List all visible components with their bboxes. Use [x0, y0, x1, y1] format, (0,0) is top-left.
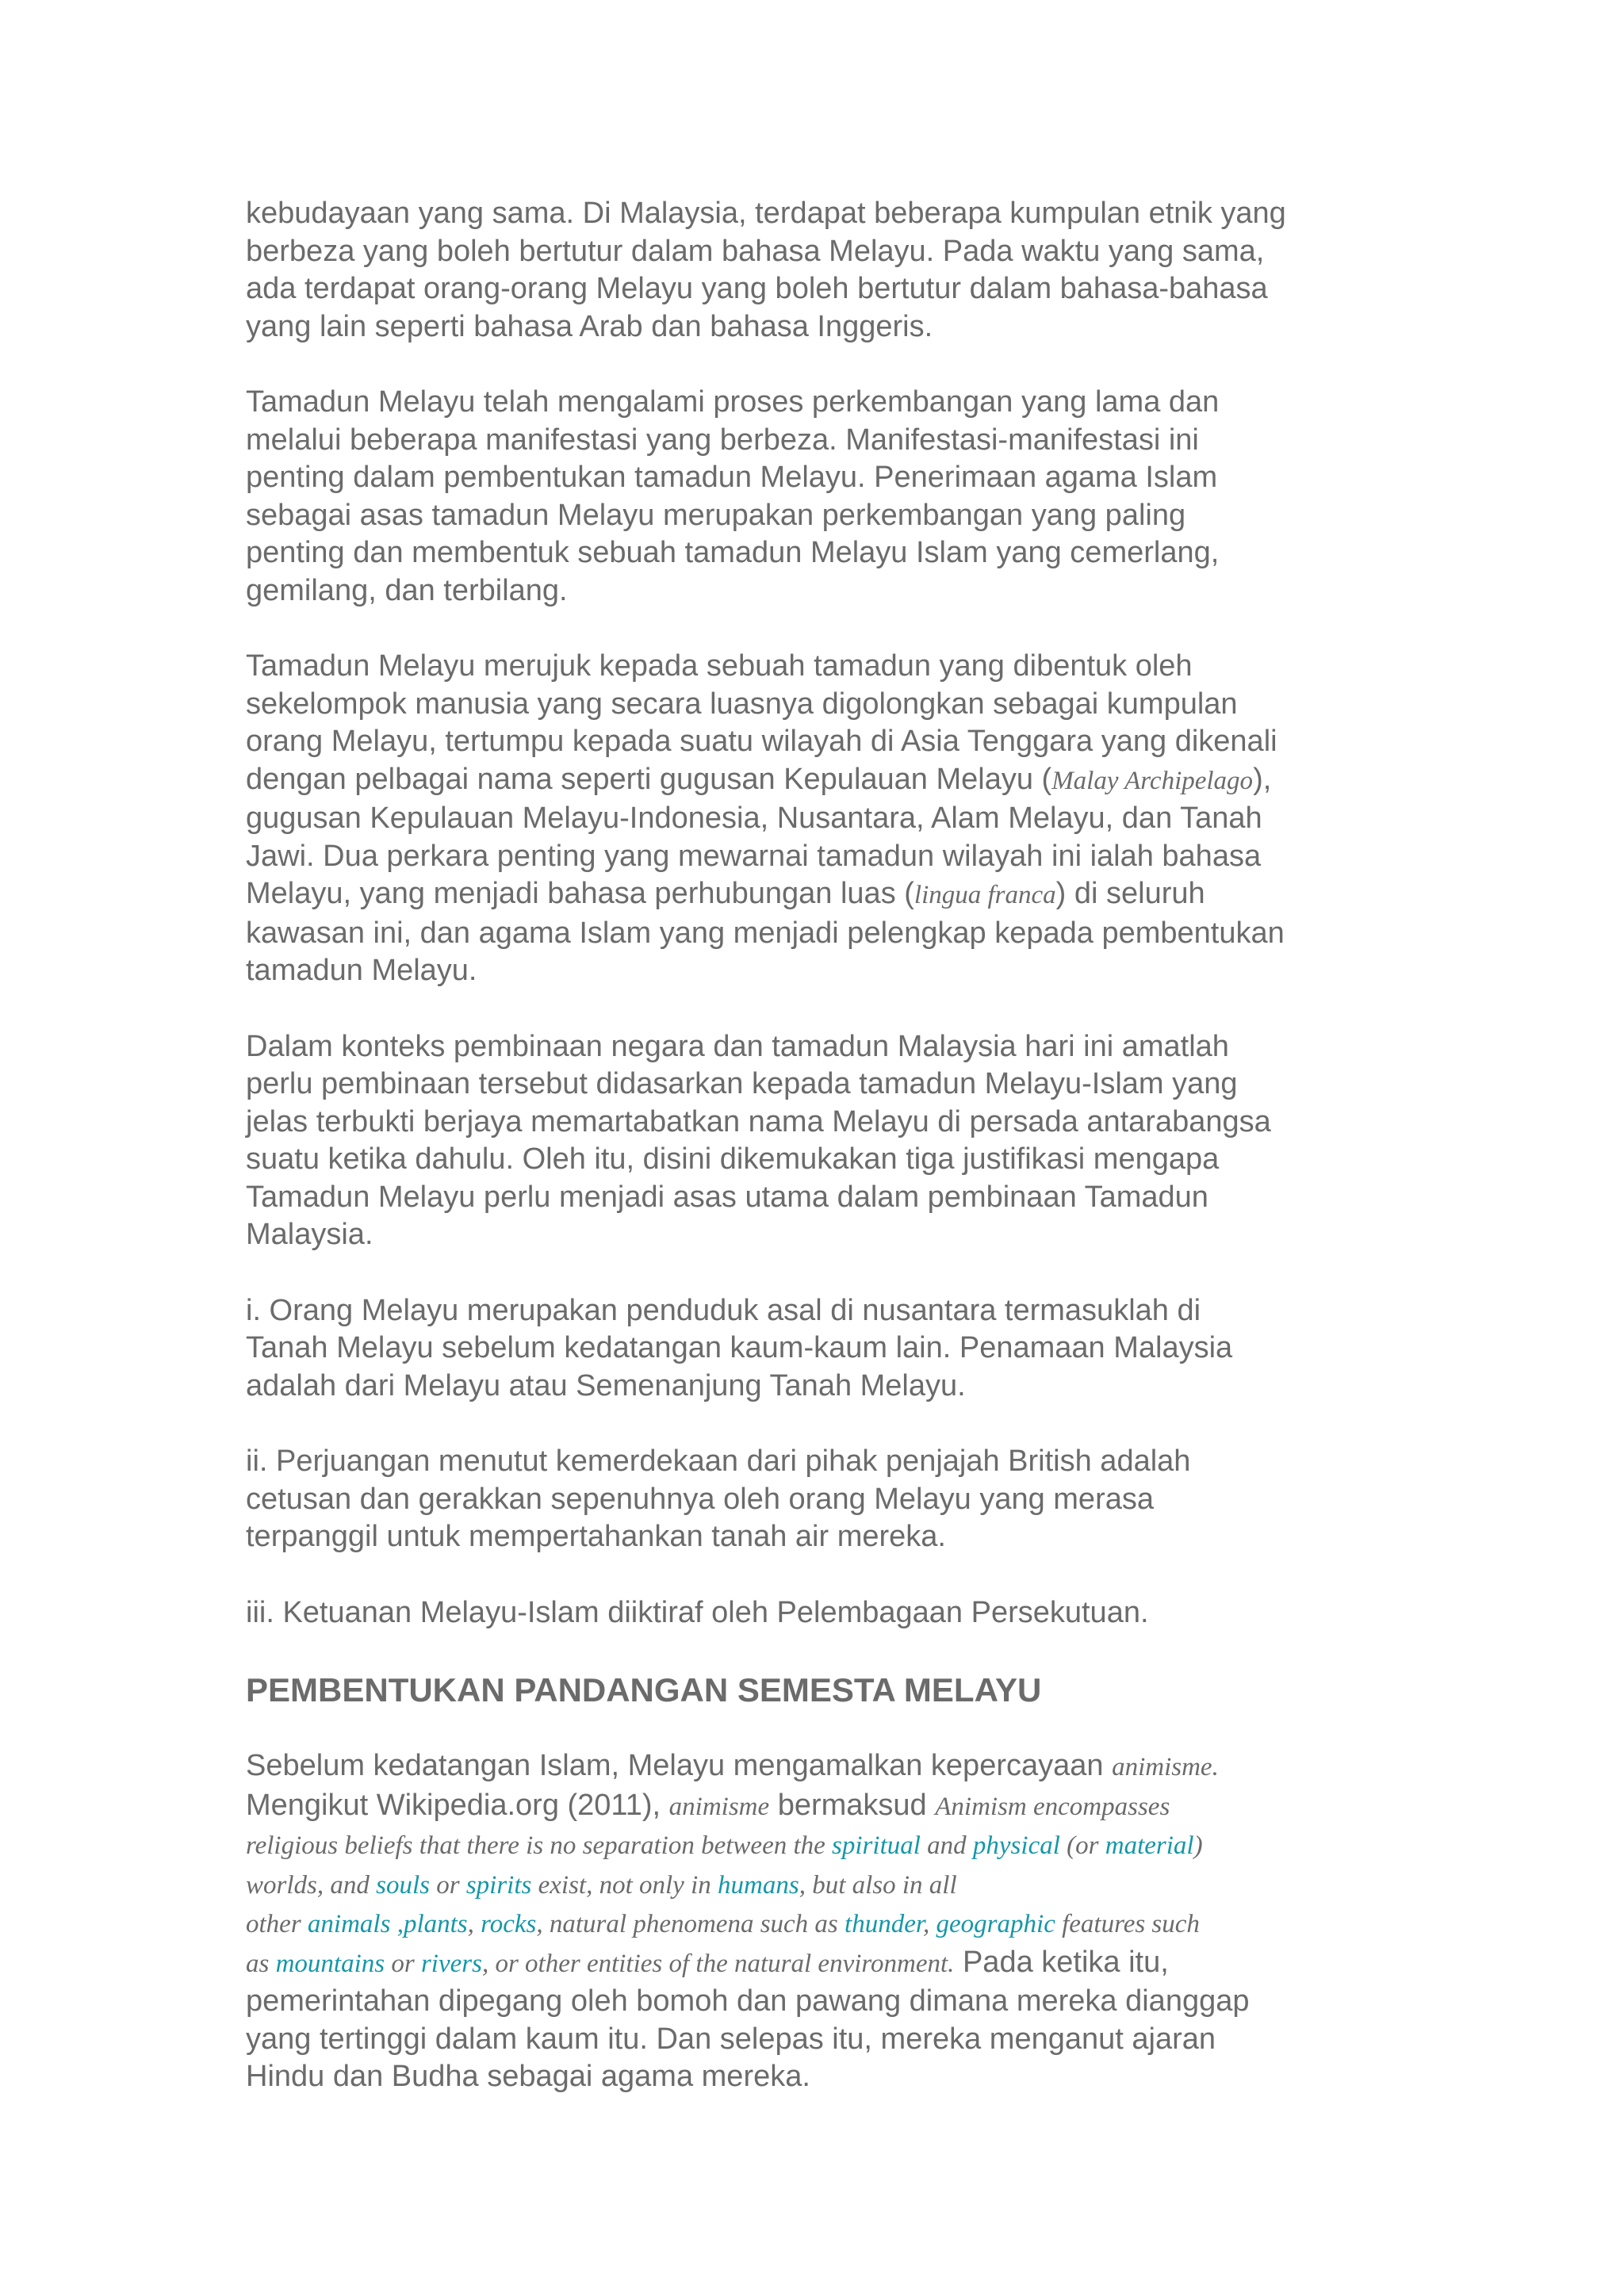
- link-plants[interactable]: plants: [403, 1910, 468, 1938]
- p8-line-1: [246, 1747, 1388, 1787]
- quote-text: ,: [390, 1910, 404, 1938]
- p8-text: Mengikut Wikipedia.org (2011),: [246, 1788, 669, 1822]
- term-animisme: animisme: [668, 1792, 770, 1821]
- link-thunder[interactable]: thunder: [845, 1910, 924, 1938]
- p8-line-5: [246, 1904, 1388, 1944]
- paragraph-2: Tamadun Melayu telah mengalami proses perkembangan yang lama dan melalui beberapa manifestasi yang berbeza. Manifestasi-manifestasi ini penting dalam pembentukan tamadun Melayu. Penerimaan agama Islam sebagai asas tamadun Melayu merupakan perkembangan yang paling penting dan membentuk sebuah tamadun Melayu Islam yang cemerlang, gemilang, dan terbilang.: [246, 385, 1220, 607]
- link-souls[interactable]: souls: [376, 1870, 430, 1900]
- paragraph-7: iii. Ketuanan Melayu-Islam diiktiraf oleh Pelembagaan Persekutuan.: [246, 1595, 1149, 1629]
- paragraph-3-text-c: ) di seluruh kawasan ini, dan agama Islam yang menjadi pelengkap kepada pembentukan tamadun Melayu.: [246, 877, 1285, 987]
- quote-text: Animism encompasses: [935, 1792, 1170, 1821]
- p8-text: bermaksud: [769, 1788, 936, 1822]
- link-mountains[interactable]: mountains: [275, 1949, 385, 1978]
- quote-text: worlds, and: [246, 1870, 377, 1900]
- term-lingua-franca: lingua franca: [914, 881, 1056, 909]
- p8-line-7: pemerintahan dipegang oleh bomoh dan pawang dimana mereka dianggap yang tertinggi dalam kaum itu. Dan selepas itu, mereka menganut ajaran Hindu dan Budha sebagai agama mereka.: [246, 1984, 1250, 2093]
- term-animisme: animisme.: [1112, 1753, 1219, 1781]
- quote-text: other: [246, 1910, 308, 1938]
- quote-text: and: [920, 1831, 973, 1860]
- quote-text: religious beliefs that there is no separation between the: [246, 1831, 833, 1860]
- quote-text: , but also in all: [799, 1870, 957, 1900]
- quote-text: ): [1193, 1831, 1203, 1860]
- link-spiritual[interactable]: spiritual: [832, 1831, 921, 1860]
- quote-text: features such: [1055, 1910, 1200, 1938]
- paragraph-5: i. Orang Melayu merupakan penduduk asal di nusantara termasuklah di Tanah Melayu sebelum kedatangan kaum-kaum lain. Penamaan Malaysia adalah dari Melayu atau Semenanjung Tanah Melayu.: [246, 1293, 1233, 1402]
- paragraph-1: kebudayaan yang sama. Di Malaysia, terdapat beberapa kumpulan etnik yang berbeza yang boleh bertutur dalam bahasa Melayu. Pada waktu yang sama, ada terdapat orang-orang Melayu yang boleh bertutur dalam bahasa-bahasa yang lain seperti bahasa Arab dan bahasa Inggeris.: [246, 197, 1286, 343]
- paragraph-3-text-b: ), gugusan Kepulauan Melayu-Indonesia, Nusantara, Alam Melayu, dan Tanah Jawi. Dua perkara penting yang mewarnai tamadun wilayah ini ialah bahasa Melayu, yang menjadi bahasa perhubungan luas (: [246, 762, 1272, 910]
- term-malay-archipelago: Malay Archipelago: [1051, 766, 1254, 795]
- document-page: [246, 195, 1388, 2096]
- link-material[interactable]: material: [1105, 1831, 1194, 1860]
- quote-text: exist, not only in: [531, 1870, 718, 1900]
- quote-text: ,: [467, 1910, 481, 1938]
- paragraph-6: ii. Perjuangan menutut kemerdekaan dari pihak penjajah British adalah cetusan dan gerakkan sepenuhnya oleh orang Melayu yang merasa terpanggil untuk mempertahankan tanah air mereka.: [246, 1445, 1191, 1553]
- link-rocks[interactable]: rocks: [481, 1910, 537, 1938]
- link-geographic[interactable]: geographic: [936, 1910, 1055, 1938]
- link-physical[interactable]: physical: [972, 1831, 1060, 1860]
- paragraph-8: [246, 1747, 1388, 2096]
- paragraph-4: Dalam konteks pembinaan negara dan tamadun Malaysia hari ini amatlah perlu pembinaan tersebut didasarkan kepada tamadun Melayu-Islam yang jelas terbukti berjaya memartabatkan nama Melayu di persada antarabangsa suatu ketika dahulu. Oleh itu, disini dikemukakan tiga justifikasi mengapa Tamadun Melayu perlu menjadi asas utama dalam pembinaan Tamadun Malaysia.: [246, 1029, 1271, 1251]
- quote-text: , natural phenomena such as: [536, 1910, 845, 1938]
- quote-text: ,: [923, 1910, 936, 1938]
- p8-text: Pada ketika itu,: [954, 1945, 1169, 1979]
- p8-text: Sebelum kedatangan Islam, Melayu mengamalkan kepercayaan: [246, 1749, 1113, 1782]
- p8-line-6: [246, 1944, 1388, 1984]
- paragraph-3: [246, 648, 1388, 990]
- p8-line-3: [246, 1826, 1388, 1866]
- link-rivers[interactable]: rivers: [420, 1949, 482, 1978]
- quote-text: or: [429, 1870, 466, 1900]
- link-animals[interactable]: animals: [307, 1910, 391, 1938]
- p8-line-4: [246, 1866, 1388, 1905]
- link-spirits[interactable]: spirits: [465, 1870, 532, 1900]
- quote-text: (or: [1059, 1831, 1105, 1860]
- quote-text: , or other entities of the natural environment.: [481, 1949, 955, 1978]
- quote-text: or: [385, 1949, 421, 1978]
- section-heading: PEMBENTUKAN PANDANGAN SEMESTA MELAYU: [246, 1671, 1042, 1709]
- paragraph-3-text-a: Tamadun Melayu merujuk kepada sebuah tamadun yang dibentuk oleh sekelompok manusia yang secara luasnya digolongkan sebagai kumpulan orang Melayu, tertumpu kepada suatu wilayah di Asia Tenggara yang dikenali dengan pelbagai nama seperti gugusan Kepulauan Melayu (: [246, 649, 1277, 796]
- p8-line-2: [246, 1787, 1388, 1827]
- quote-text: as: [246, 1949, 276, 1978]
- link-humans[interactable]: humans: [718, 1870, 799, 1900]
